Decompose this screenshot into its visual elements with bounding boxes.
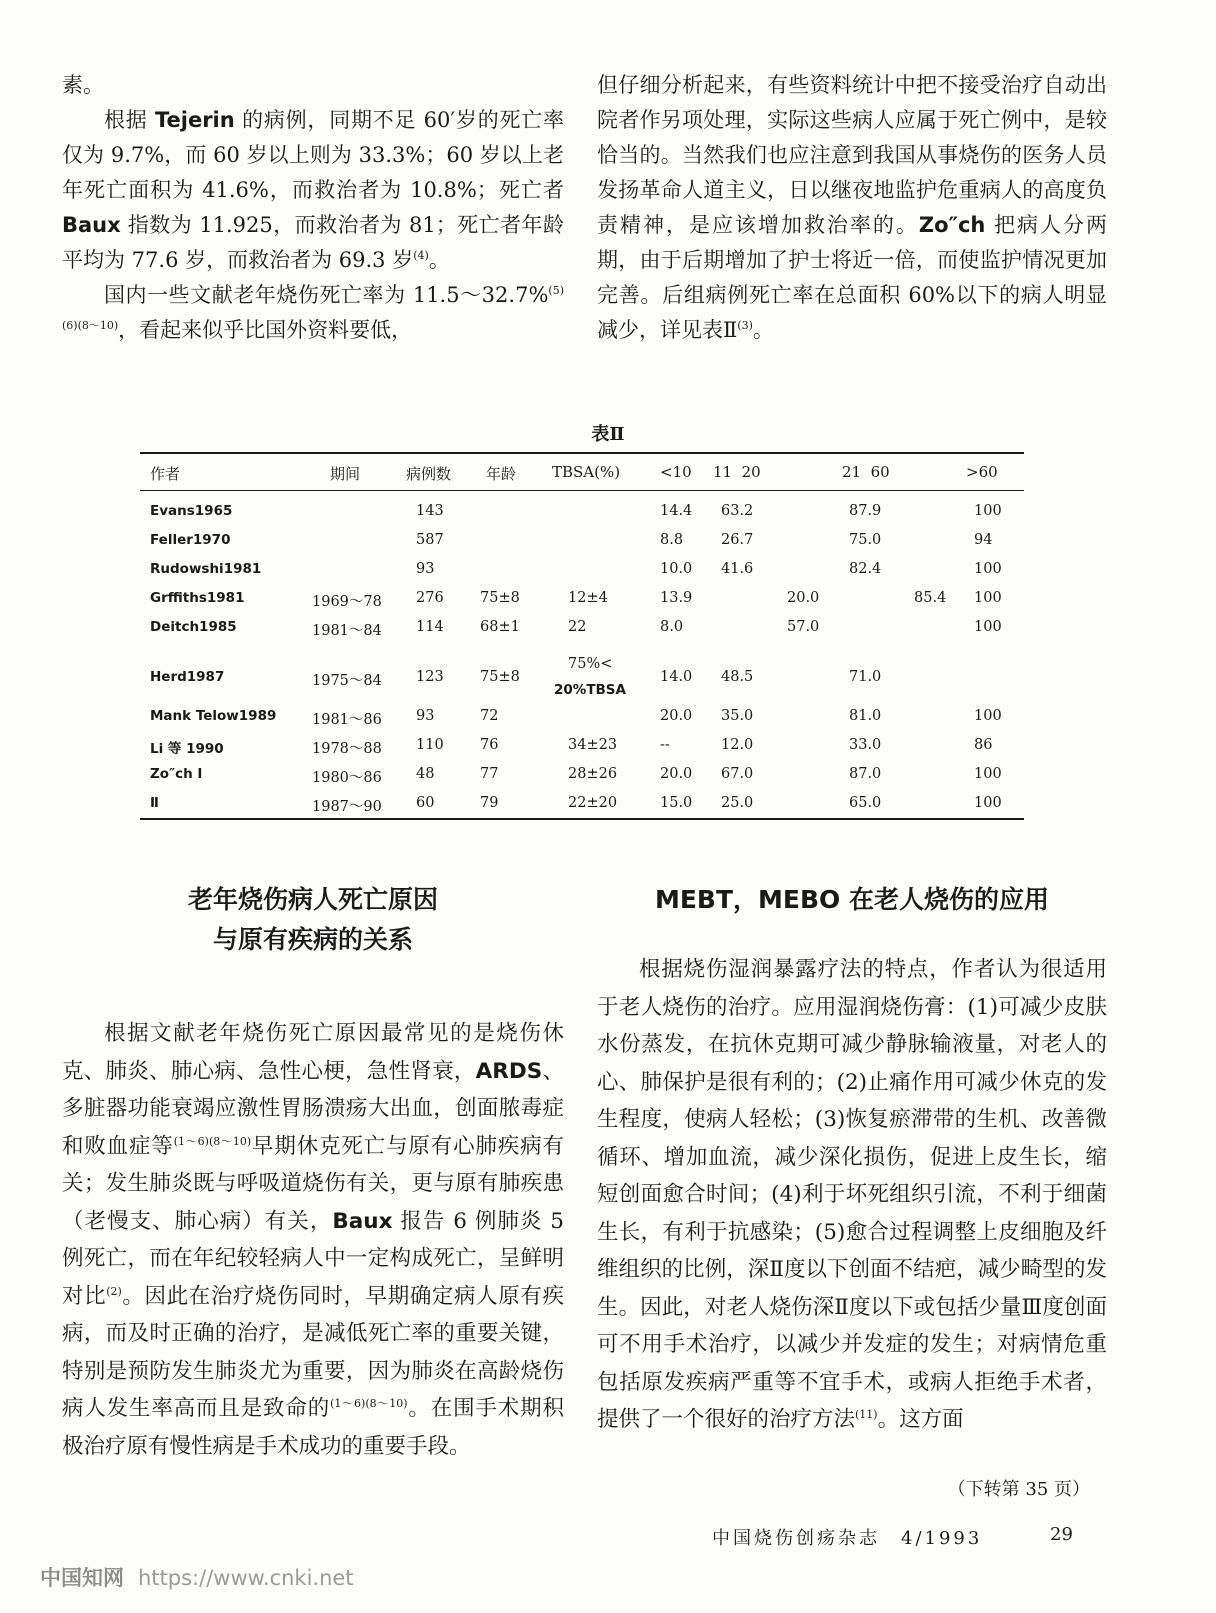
cell-author: Herd1987 xyxy=(150,669,225,685)
cell-11-20: 63.2 xyxy=(721,503,754,519)
paragraph: 但仔细分析起来，有些资料统计中把不接受治疗自动出院者作另项处理，实际这些病人应属于死亡例中，是较恰当的。当然我们也应注意到我国从事烧伤的医务人员发扬革命人道主义，日以继夜地监护危重病人的高度负责精神，是应该增加救治率的。Zo″ch 把病人分两期，由于后期增加了护士将近一倍，而使监护情况更加完善。后组病例死亡率在总面积 60%以下的病人明显减少，详见表Ⅱ$^{(3)}$。 xyxy=(597,73,1108,342)
cell-period: 1980～86 xyxy=(312,770,382,786)
table-caption: 表Ⅱ xyxy=(591,424,625,445)
cell-over-60: 100 xyxy=(974,619,1002,635)
cell-author: Zo″ch Ⅰ xyxy=(150,766,203,782)
header-11-20: 11 20 xyxy=(713,463,761,481)
cell-21-60: 71.0 xyxy=(849,669,882,685)
cell-11-20: 35.0 xyxy=(721,708,754,724)
cell-tbsa: 34±23 xyxy=(568,737,618,753)
cell-11-20: 26.7 xyxy=(721,532,754,548)
cell-over-60: 86 xyxy=(974,737,993,753)
cell-under-10: 14.0 xyxy=(660,669,693,685)
cell-cases: 587 xyxy=(416,532,444,548)
cnki-url: https://www.cnki.net xyxy=(138,1566,354,1590)
paragraph: 素。 xyxy=(62,73,104,97)
cnki-logo-text: 中国知网 xyxy=(40,1566,124,1590)
cell-tbsa: 22 xyxy=(568,619,587,635)
cell-cases: 93 xyxy=(416,561,435,577)
cell-21-60: 87.9 xyxy=(849,503,882,519)
header-under-10: <10 xyxy=(660,463,692,481)
cell-author: Deitch1985 xyxy=(150,619,237,635)
heading-line-1: 老年烧伤病人死亡原因 xyxy=(187,885,438,914)
cell-11-20: 67.0 xyxy=(721,766,754,782)
cell-age: 75±8 xyxy=(480,669,520,685)
cell-under-10: 13.9 xyxy=(660,590,693,606)
cell-age: 75±8 xyxy=(480,590,520,606)
paragraph-death-causes: 根据文献老年烧伤死亡原因最常见的是烧伤休克、肺炎、肺心病、急性心梗，急性肾衰，ARDS、多脏器功能衰竭应激性胃肠溃疡大出血，创面脓毒症和败血症等$^{(1\sim 6)(8\sim 10)}$早期休克死亡与原有心肺疾病有关；发生肺炎既与呼吸道烧伤有关，更与原有肺疾患（老慢支、肺心病）有关，Baux 报告 6 例肺炎 5 例死亡，而在年纪较轻病人中一定构成死亡，呈鲜明对比$^{(2)}$。因此在治疗烧伤同时，早期确定病人原有疾病，而及时正确的治疗，是减低死亡率的重要关键，特别是预防发生肺炎尤为重要，因为肺炎在高龄烧伤病人发生率高而且是致命的$^{(1\sim 6)(8\sim 10)}$。在围手术期积极治疗原有慢性病是手术成功的重要手段。 xyxy=(62,1021,564,1459)
cell-tbsa-line2: 20%TBSA xyxy=(554,682,626,698)
cell-author: Ⅱ xyxy=(150,795,159,811)
paragraph-tejerin: 根据 Tejerin 的病例，同期不足 60′岁的死亡率仅为 9.7%，而 60 岁以上则为 33.3%；60 岁以上老年死亡面积为 41.6%，而救治者为 10.8%；死亡者 Baux 指数为 11.925，而救治者为 81；死亡者年龄平均为 77.6 岁，而救治者为 69.3 岁$^{(4)}$。 xyxy=(62,108,564,272)
cell-age: 76 xyxy=(480,737,499,753)
cell-period: 1981～84 xyxy=(312,623,382,639)
right-column-bottom xyxy=(597,951,1107,1439)
cell-over-60: 100 xyxy=(974,766,1002,782)
section-heading-right: MEBT，MEBO 在老人烧伤的应用 xyxy=(654,885,1050,914)
header-age: 年龄 xyxy=(486,465,517,483)
cell-period: 1975～84 xyxy=(312,673,382,689)
cell-over-60: 100 xyxy=(974,590,1002,606)
cell-under-10: 8.8 xyxy=(660,532,684,548)
data-table xyxy=(140,452,1024,838)
cell-period: 1987～90 xyxy=(312,799,382,815)
cell-age: 79 xyxy=(480,795,499,811)
cell-cases: 143 xyxy=(416,503,444,519)
cell-period: 1969～78 xyxy=(312,594,382,610)
cell-11-20: 12.0 xyxy=(721,737,754,753)
cell-11-20-alt: 20.0 xyxy=(787,590,820,606)
cell-21-60: 65.0 xyxy=(849,795,882,811)
table-bottom-rule xyxy=(140,818,1024,820)
cell-tbsa: 28±26 xyxy=(568,766,618,782)
header-period: 期间 xyxy=(330,465,361,483)
cell-author: Li 等 1990 xyxy=(150,741,224,757)
cell-11-20: 48.5 xyxy=(721,669,754,685)
heading-line-2: 与原有疾病的关系 xyxy=(212,925,413,954)
table-top-rule xyxy=(140,452,1024,454)
cell-11-20: 41.6 xyxy=(721,561,754,577)
header-over-60: >60 xyxy=(966,463,998,481)
cell-11-20-alt: 57.0 xyxy=(787,619,820,635)
left-column-bottom xyxy=(62,1015,564,1465)
cell-over-60: 100 xyxy=(974,503,1002,519)
header-author: 作者 xyxy=(150,465,181,483)
header-cases: 病例数 xyxy=(406,465,452,483)
cell-21-60: 81.0 xyxy=(849,708,882,724)
cell-author: Feller1970 xyxy=(150,532,231,548)
cell-author: Mank Telow1989 xyxy=(150,708,277,724)
cell-period: 1978～88 xyxy=(312,741,382,757)
cell-under-10: 20.0 xyxy=(660,708,693,724)
cell-under-10: -- xyxy=(660,737,670,753)
cnki-watermark xyxy=(40,1562,354,1592)
cell-cases: 114 xyxy=(416,619,444,635)
cell-tbsa: 12±4 xyxy=(568,590,608,606)
cell-over-60: 100 xyxy=(974,708,1002,724)
header-tbsa: TBSA(%) xyxy=(552,463,621,481)
cell-age: 72 xyxy=(480,708,499,724)
cell-author: Evans1965 xyxy=(150,503,233,519)
cell-cases: 60 xyxy=(416,795,435,811)
right-column-top xyxy=(597,68,1107,348)
cell-under-10: 8.0 xyxy=(660,619,684,635)
cell-cases: 93 xyxy=(416,708,435,724)
cell-21-60-alt: 85.4 xyxy=(914,590,947,606)
cell-author: Grffiths1981 xyxy=(150,590,245,606)
table-header-rule xyxy=(140,490,1024,491)
paragraph-domestic: 国内一些文献老年烧伤死亡率为 11.5～32.7%$^{(5)(6)(8\sim 10)}$，看起来似乎比国外资料要低， xyxy=(62,283,564,342)
cell-tbsa: 75%< xyxy=(568,656,613,672)
cell-21-60: 33.0 xyxy=(849,737,882,753)
cell-cases: 123 xyxy=(416,669,444,685)
header-21-60: 21 60 xyxy=(842,463,890,481)
cell-over-60: 100 xyxy=(974,795,1002,811)
cell-21-60: 82.4 xyxy=(849,561,882,577)
section-heading-left xyxy=(62,880,564,960)
cell-over-60: 94 xyxy=(974,532,993,548)
cell-tbsa: 22±20 xyxy=(568,795,618,811)
cell-author: Rudowshi1981 xyxy=(150,561,262,577)
continued-note: （下转第 35 页） xyxy=(947,1479,1090,1500)
cell-cases: 48 xyxy=(416,766,435,782)
cell-period: 1981～86 xyxy=(312,712,382,728)
cell-21-60: 75.0 xyxy=(849,532,882,548)
cell-cases: 110 xyxy=(416,737,444,753)
cell-age: 68±1 xyxy=(480,619,520,635)
left-column-top xyxy=(62,68,564,348)
cell-under-10: 10.0 xyxy=(660,561,693,577)
cell-21-60: 87.0 xyxy=(849,766,882,782)
paragraph-mebt: 根据烧伤湿润暴露疗法的特点，作者认为很适用于老人烧伤的治疗。应用湿润烧伤膏：(1)可减少皮肤水份蒸发，在抗休克期可减少静脉输液量，对老人的心、肺保护是很有利的；(2)止痛作用可减少休克的发生程度，使病人轻松；(3)恢复瘀滞带的生机、改善微循环、增加血流，减少深化损伤，促进上皮生长，缩短创面愈合时间；(4)利于坏死组织引流，不利于细菌生长，有利于抗感染；(5)愈合过程调整上皮细胞及纤维组织的比例，深Ⅱ度以下创面不结疤，减少畸型的发生。因此，对老人烧伤深Ⅱ度以下或包括少量Ⅲ度创面可不用手术治疗，以减少并发症的发生；对病情危重包括原发疾病严重等不宜手术，或病人拒绝手术者，提供了一个很好的治疗方法$^{(11)}$。这方面 xyxy=(597,957,1107,1432)
page-number: 29 xyxy=(1050,1524,1073,1545)
cell-under-10: 14.4 xyxy=(660,503,693,519)
cell-under-10: 20.0 xyxy=(660,766,693,782)
cell-cases: 276 xyxy=(416,590,444,606)
cell-11-20: 25.0 xyxy=(721,795,754,811)
cell-under-10: 15.0 xyxy=(660,795,693,811)
cell-age: 77 xyxy=(480,766,499,782)
journal-name: 中国烧伤创疡杂志 4/1993 xyxy=(712,1528,983,1549)
cell-over-60: 100 xyxy=(974,561,1002,577)
